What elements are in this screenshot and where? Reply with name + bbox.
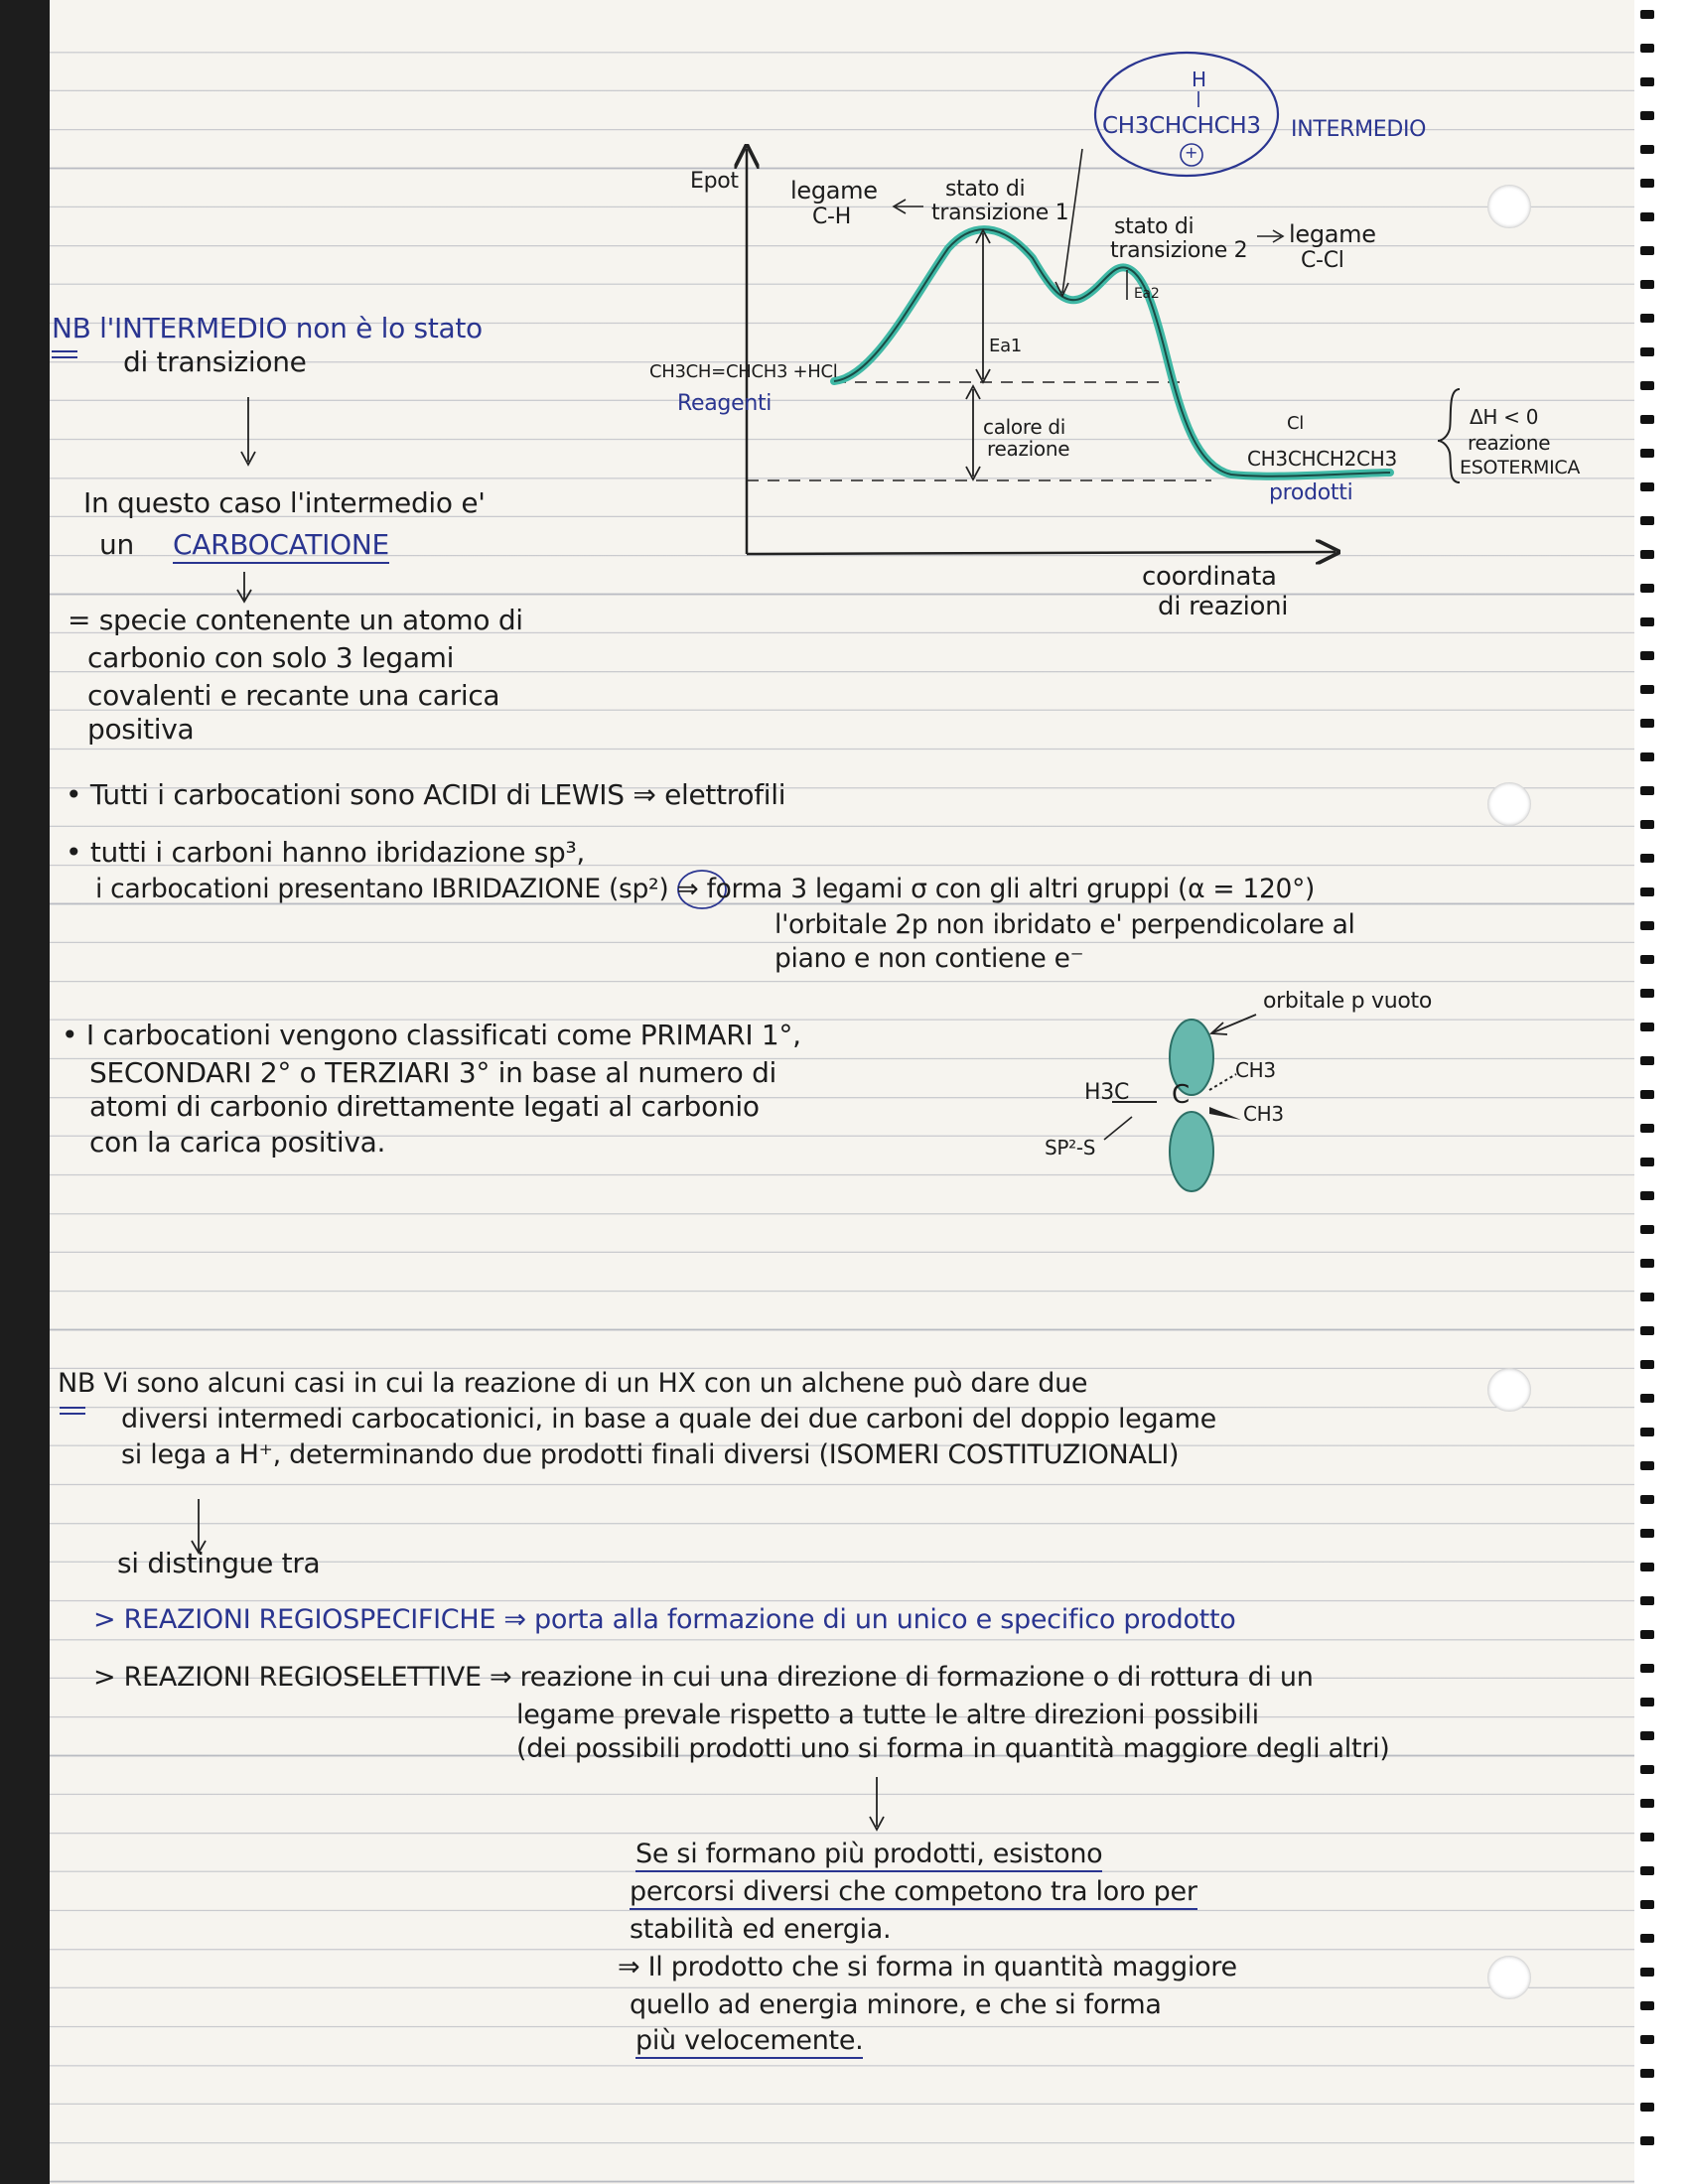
nb1-line1: NB l'INTERMEDIO non è lo stato (52, 312, 483, 344)
x-axis-label: coordinata (1142, 562, 1277, 592)
product-formula: CH3CHCH2CH3 (1247, 447, 1397, 471)
orbital-sp2s: SP²-S (1045, 1136, 1096, 1160)
ts2-label: stato di (1114, 214, 1195, 239)
regioselective-line2: legame prevale rispetto a tutte le altre direzioni possibili (516, 1700, 1259, 1730)
intermediate-charge: + (1185, 143, 1198, 162)
product-label: prodotti (1269, 480, 1353, 505)
ts2-label-2: transizione 2 (1110, 238, 1248, 263)
regioselective-line1: > REAZIONI REGIOSELETTIVE ⇒ reazione in cui una direzione di formazione o di rottura di un (93, 1662, 1314, 1693)
final-line3: più velocemente. (635, 2025, 863, 2059)
x-axis (747, 552, 1336, 554)
reagent-label: Reagenti (677, 391, 773, 416)
carbo-line1: In questo caso l'intermedio e' (83, 486, 486, 519)
regioselective-line3: (dei possibili prodotti uno si forma in quantità maggiore degli altri) (516, 1733, 1390, 1764)
bullet-classification-line4: con la carica positiva. (89, 1126, 386, 1159)
ts2-bond-label: legame (1289, 220, 1376, 248)
y-axis-label: Epot (690, 169, 739, 194)
bullet-lewis-acid: • Tutti i carbocationi sono ACIDI di LEWIS ⇒ elettrofili (66, 778, 786, 811)
orbital-carbon: C (1172, 1080, 1190, 1110)
definition-line3: covalenti e recante una carica (87, 679, 500, 712)
final-line2: quello ad energia minore, e che si forma (630, 1989, 1162, 2020)
x-axis-label-2: di reazioni (1158, 592, 1289, 621)
intermediate-label: INTERMEDIO (1291, 117, 1427, 142)
dh-label-2: reazione (1468, 431, 1551, 455)
bullet-hybridization-line2: i carbocationi presentano IBRIDAZIONE (sp²) ⇒ forma 3 legami σ con gli altri gruppi (α = 120°) (95, 874, 1316, 904)
ts1-bond-label: legame (790, 177, 878, 205)
nb2-line1: NB Vi sono alcuni casi in cui la reazione di un HX con un alchene può dare due (58, 1368, 1088, 1399)
nb2-line2: diversi intermedi carbocationici, in base a quale dei due carboni del doppio legame (121, 1404, 1216, 1434)
intermediate-h: H (1192, 68, 1206, 91)
definition-line2: carbonio con solo 3 legami (87, 641, 455, 674)
definition-line1: = specie contenente un atomo di (68, 604, 523, 636)
carbo-line2-a: un (99, 528, 134, 561)
ts1-label-2: transizione 1 (931, 201, 1069, 225)
nb2-line3: si lega a H⁺, determinando due prodotti finali diversi (ISOMERI COSTITUZIONALI) (121, 1439, 1180, 1470)
distinct-label: si distingue tra (117, 1547, 321, 1579)
carbocation-heading: CARBOCATIONE (173, 528, 389, 564)
product-cl: Cl (1287, 413, 1304, 434)
dh-label-3: ESOTERMICA (1460, 457, 1581, 478)
bullet-classification-line2: SECONDARI 2° o TERZIARI 3° in base al numero di (89, 1056, 777, 1089)
regiospecific-line: > REAZIONI REGIOSPECIFICHE ⇒ porta alla formazione di un unico e specifico prodotto (93, 1604, 1236, 1635)
final-line1: ⇒ Il prodotto che si forma in quantità maggiore (618, 1952, 1237, 1982)
dh-brace (1438, 389, 1460, 482)
definition-line4: positiva (87, 713, 195, 746)
orbital-ch3-bottom: CH3 (1243, 1102, 1284, 1126)
orbital-ch3-top: CH3 (1235, 1058, 1276, 1082)
dh-label: ΔH < 0 (1470, 405, 1539, 429)
bullet-hybridization-line4: piano e non contiene e⁻ (774, 943, 1084, 974)
intermediate-formula: CH3CHCHCH3 (1102, 113, 1261, 139)
bullet-hybridization-line1: • tutti i carboni hanno ibridazione sp³, (66, 836, 586, 869)
heat-label: calore di (983, 415, 1066, 439)
ea2-label: Ea2 (1134, 286, 1160, 302)
ts2-bond-label-2: C-Cl (1301, 248, 1344, 273)
ea1-label: Ea1 (989, 336, 1022, 356)
orbital-h3c: H3C (1084, 1080, 1130, 1105)
bullet-classification-line3: atomi di carbonio direttamente legati al carbonio (89, 1090, 760, 1123)
ts1-bond-label-2: C-H (812, 205, 851, 229)
reagent-formula: CH3CH=CHCH3 +HCl (649, 361, 838, 382)
orbital-label: orbitale p vuoto (1263, 989, 1432, 1014)
nb1-line2: di transizione (123, 345, 307, 378)
bullet-classification-line1: • I carbocationi vengono classificati come PRIMARI 1°, (62, 1019, 801, 1051)
multi-products-line2: percorsi diversi che competono tra loro per (630, 1876, 1197, 1910)
heat-label-2: reazione (987, 437, 1070, 461)
bullet-hybridization-line3: l'orbitale 2p non ibridato e' perpendicolare al (774, 909, 1355, 940)
multi-products-line1: Se si formano più prodotti, esistono (635, 1839, 1102, 1872)
multi-products-line3: stabilità ed energia. (630, 1914, 892, 1945)
p-orbital-bottom (1170, 1112, 1213, 1191)
ts1-label: stato di (945, 177, 1026, 202)
